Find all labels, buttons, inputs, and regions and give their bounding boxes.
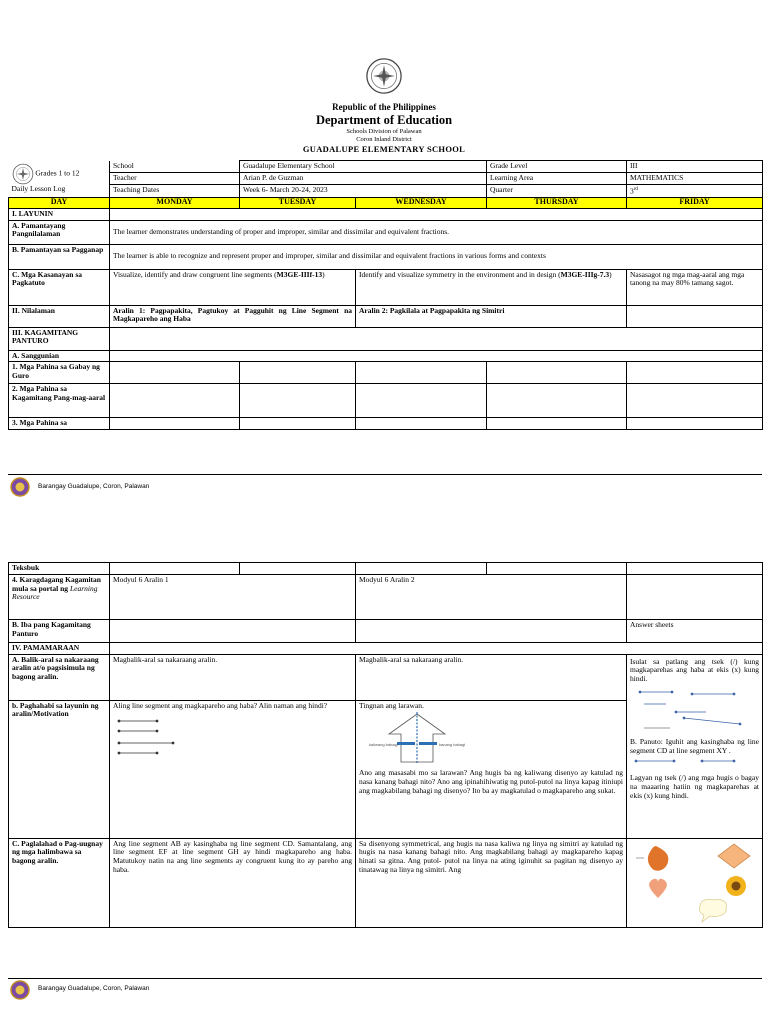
kasanayan-label: C. Mga Kasanayan sa Pagkatuto	[9, 269, 110, 305]
balik-aral-fri: Isulat sa patlang ang tsek (/) kung magkaparehas ang haba at ekis (x) kung hindi. B. Panuto: Iguhit ang kasinghaba ng line segment CD at line segment XY . Lagyan ng tsek (/) ang mga hugis o bagay na maaaring hatiin ng magkaparehas at ekis (x) kung hindi.	[627, 654, 763, 838]
leaf-icon	[648, 846, 668, 871]
deped-seal-icon	[366, 58, 402, 94]
department-text: Department of Education	[315, 113, 453, 127]
grade-level-label: Grade Level	[487, 161, 627, 173]
teacher-value: Arian P. de Guzman	[240, 172, 487, 184]
karagdagang-kagamitan-label: 4. Karagdagang Kagamitan mula sa portal ng Learning Resource	[9, 574, 110, 619]
symmetry-arrow-figure	[367, 712, 467, 764]
iba-pang-kagamitan-label: B. Iba pang Kagamitang Panturo	[9, 619, 110, 642]
lesson-log-table-page1	[8, 160, 763, 430]
fri-line-segments-figure	[630, 688, 758, 732]
paglalahad-mon-tue: Ang line segment AB ay kasinghaba ng line segment CD. Samantalang, ang line segment EF at line segment GH ay hindi magkapareho ang haba. Matutukoy natin na ang line segments ay congruent kung ito ay pareho ang haba.	[110, 838, 356, 928]
sunflower-icon	[726, 876, 746, 896]
modyul-aralin-2: Modyul 6 Aralin 2	[356, 574, 627, 619]
fri-cd-xy-figure	[630, 755, 758, 767]
pamantayang-pangnilalaman-label: A. Pamantayang Pangnilalaman	[9, 220, 110, 244]
pamantayan-sa-pagganap-text: The learner is able to recognize and represent proper and improper, similar and dissimilar and equivalent fractions in various forms and contexts	[110, 244, 763, 269]
school-logo-icon	[10, 980, 30, 1000]
teksbuk-label-p1: 3. Mga Pahina sa	[9, 418, 110, 430]
pamamaraan-heading: IV. PAMAMARAAN	[9, 642, 110, 654]
pang-mag-aaral-label: 2. Mga Pahina sa Kagamitang Pang-mag-aaral	[9, 384, 110, 418]
school-logo-icon	[10, 477, 30, 497]
answer-sheets-text: Answer sheets	[627, 619, 763, 642]
heart-icon	[649, 878, 667, 897]
kagamitang-panturo-heading: III. KAGAMITANG PANTURO	[9, 327, 110, 350]
speech-bubble-icon	[699, 899, 726, 922]
monday-header: MONDAY	[110, 197, 240, 208]
sanggunian-label: A. Sanggunian	[9, 350, 110, 362]
lesson-log-table-page2	[8, 562, 763, 928]
shapes-figure	[630, 840, 758, 924]
layunin-heading: I. LAYUNIN	[9, 208, 110, 220]
fri-panuto-b: B. Panuto: Iguhit ang kasinghaba ng line segment CD at line segment XY .	[630, 736, 759, 755]
division-text: Schools Division of Palawan	[346, 128, 422, 135]
footer-address: Barangay Guadalupe, Coron, Palawan	[38, 483, 150, 490]
teaching-dates-label: Teaching Dates	[110, 184, 240, 197]
friday-header: FRIDAY	[627, 197, 763, 208]
paghahabi-mon-tue: Aling line segment ang magkapareho ang haba? Alin naman ang hindi?	[110, 700, 356, 838]
kasanayan-mon-tue: Visualize, identify and draw congruent line segments (M3GE-IIIf-13)	[110, 269, 356, 305]
deped-seal-small-icon	[12, 163, 34, 185]
svg-text:kanang bahagi: kanang bahagi	[439, 742, 466, 748]
shapes-figure-cell	[627, 838, 763, 928]
tuesday-header: TUESDAY	[240, 197, 356, 208]
teaching-dates-value: Week 6- March 20-24, 2023	[240, 184, 487, 197]
quarter-value: 3rd	[627, 184, 763, 197]
day-header: DAY	[9, 197, 110, 208]
line-segments-figure	[113, 713, 183, 759]
log-title-cell	[9, 161, 110, 198]
republic-text: Republic of the Philippines	[332, 102, 436, 112]
gabay-ng-guro-label: 1. Mga Pahina sa Gabay ng Guro	[9, 362, 110, 384]
footer-address: Barangay Guadalupe, Coron, Palawan	[38, 985, 150, 992]
learning-area-label: Learning Area	[487, 172, 627, 184]
learning-area-value: MATHEMATICS	[627, 172, 763, 184]
pamantayan-sa-pagganap-label: B. Pamantayan sa Pagganap	[9, 244, 110, 269]
kasanayan-fri: Nasasagot ng mga mag-aaral ang mga tanong na may 80% tamang sagot.	[627, 269, 763, 305]
balik-aral-mon-tue: Magbalik-aral sa nakaraang aralin.	[110, 654, 356, 700]
nilalaman-mon-tue: Aralin 1: Pagpapakita, Pagtukoy at Pagguhit ng Line Segment na Magkapareho ang Haba	[110, 305, 356, 327]
paghahabi-wed-thu: Tingnan ang larawan. kaliwang bahagi kanang bahagi Ano ang masasabi mo sa larawan? Ang hugis ba ng kaliwang disenyo ay katulad ng nasa kanang bahagi nito? Ano ang ipinahihiwatig ng putol-putol na linya kapag itiniupi ang magkabilang bahagi ng disenyo? Ito ba ay magkatulad o magkapareho ang sukat.	[356, 700, 627, 838]
balik-aral-label: A. Balik-aral sa nakaraang aralin at/o pagsisimula ng bagong aralin.	[9, 654, 110, 700]
page-header	[0, 58, 768, 155]
nilalaman-label: II. Nilalaman	[9, 305, 110, 327]
svg-text:kaliwang bahagi: kaliwang bahagi	[369, 742, 398, 748]
paglalahad-wed-thu: Sa disenyong symmetrical, ang hugis na nasa kaliwa ng linya ng simitri ay katulad ng hugis na nasa kanang bahagi nito. Ang magkabilang bahagi ay magkapareho kapag hinati sa gitna. Ang putol- putol na linya na ating iginuhit sa pagitan ng disenyo ay tinatawag na linya ng simitri. Ang	[356, 838, 627, 928]
balik-aral-wed-thu: Magbalik-aral sa nakaraang aralin.	[356, 654, 627, 700]
nilalaman-wed-thu: Aralin 2: Pagkilala at Pagpapakita ng Simitri	[356, 305, 627, 327]
school-value: Guadalupe Elementary School	[240, 161, 487, 173]
log-title: Daily Lesson Log	[11, 184, 66, 194]
paglalahad-label: C. Paglalahad o Pag-uugnay ng mga halimbawa sa bagong aralin.	[9, 838, 110, 928]
log-grades: Grades 1 to 12	[35, 169, 80, 179]
grade-level-value: III	[627, 161, 763, 173]
day-row	[9, 197, 763, 208]
school-label: School	[110, 161, 240, 173]
teacher-label: Teacher	[110, 172, 240, 184]
diamond-icon	[718, 844, 750, 868]
kasanayan-wed-thu: Identify and visualize symmetry in the environment and in design (M3GE-IIIg-7.3)	[356, 269, 627, 305]
thursday-header: THURSDAY	[487, 197, 627, 208]
district-text: Coron Inland District	[356, 136, 412, 143]
paghahabi-label: b. Paghahabi sa layunin ng aralin/Motivation	[9, 700, 110, 838]
fri-panuto-c: Lagyan ng tsek (/) ang mga hugis o bagay na maaaring hatiin ng magkaparehas at ekis (x) kung hindi.	[630, 773, 759, 800]
modyul-aralin-1: Modyul 6 Aralin 1	[110, 574, 356, 619]
quarter-label: Quarter	[487, 184, 627, 197]
pamantayang-pangnilalaman-text: The learner demonstrates understanding of proper and improper, similar and dissimilar and equivalent fractions.	[110, 220, 763, 244]
teksbuk-label: Teksbuk	[9, 563, 110, 575]
school-name: GUADALUPE ELEMENTARY SCHOOL	[302, 144, 466, 154]
wednesday-header: WEDNESDAY	[356, 197, 487, 208]
